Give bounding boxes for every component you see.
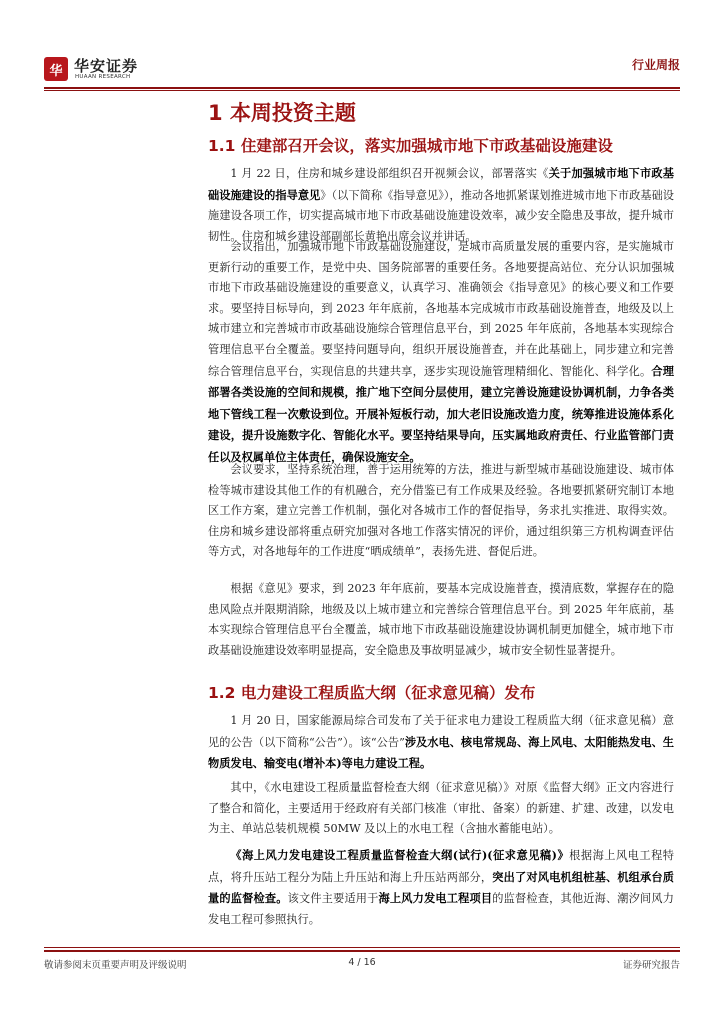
section-heading-1-2: 1.2 电力建设工程质监大纲（征求意见稿）发布 bbox=[208, 684, 536, 702]
logo-icon: 华 bbox=[44, 57, 68, 81]
body-text: 根据《意见》要求，到 2023 年年底前，要基本完成设施普查，摸清底数，掌握存在的隐患风险点并限期消除，地级及以上城市建立和完善综合管理信息平台。到 2025 年年底前，基本实现综合管理信息平台全覆盖，城市地下市政基础设施建设协调机制更加健全，城市地下市政基础设施建设效率明显提高，安全隐患及事故明显减少，城市安全韧性显著提升。 bbox=[208, 582, 674, 657]
page-number: 4 / 16 bbox=[348, 957, 376, 968]
page-footer bbox=[44, 957, 680, 973]
paragraph-1-2-1 bbox=[208, 711, 674, 775]
footer-rule-thin bbox=[44, 947, 680, 948]
paragraph-1-1-4 bbox=[208, 579, 674, 661]
emphasis-text: 突出了对风电机组桩基、机组承台质量的监督检查。 bbox=[208, 869, 674, 906]
footer-disclaimer: 敬请参阅末页重要声明及评级说明 bbox=[44, 960, 187, 971]
body-text: 1 月 20 日，国家能源局综合司发布了关于征求电力建设工程质监大纲（征求意见稿）意见的公告（以下简称“公告”）。该“公告” bbox=[208, 714, 674, 749]
section-heading-1-1: 1.1 住建部召开会议，落实加强城市地下市政基础设施建设 bbox=[208, 137, 613, 155]
emphasis-text: 《海上风力发电建设工程质量监督检查大纲(试行)(征求意见稿)》 bbox=[230, 848, 570, 862]
emphasis-text: 涉及水电、核电常规岛、海上风电、太阳能热发电、生物质发电、输变电(增补本)等电力建设工程。 bbox=[208, 734, 674, 771]
logo-name: 华安证券 bbox=[74, 57, 139, 75]
body-text: 根据海上风电工程特点，将升压站工程分为陆上升压站和海上升压站两部分， bbox=[208, 849, 674, 884]
header-rule bbox=[44, 87, 680, 89]
paragraph-1-2-2 bbox=[208, 778, 674, 840]
paragraph-1-1-2 bbox=[208, 237, 674, 469]
logo-subtitle: HUAAN RESEARCH bbox=[75, 74, 131, 80]
body-text: 1 月 22 日，住房和城乡建设部组织召开视频会议，部署落实《 bbox=[230, 167, 549, 180]
body-text: 其中，《水电建设工程质量监督检查大纲（征求意见稿）》对原《监督大纲》正文内容进行了整合和简化，主要适用于经政府有关部门核准（审批、备案）的新建、扩建、改建，以发电为主、单站总装机规模 50MW 及以上的水电工程（含抽水蓄能电站）。 bbox=[208, 781, 674, 836]
paragraph-1-1-3 bbox=[208, 460, 674, 563]
emphasis-text: 关于加强城市地下市政基础设施建设的指导意见 bbox=[208, 166, 674, 202]
paragraph-1-2-3 bbox=[208, 845, 674, 930]
footer-rule bbox=[44, 950, 680, 952]
body-text: 该文件主要适用于 bbox=[287, 892, 379, 906]
report-type-label: 行业周报 bbox=[631, 58, 680, 72]
footer-doc-type: 证券研究报告 bbox=[622, 960, 680, 971]
body-text: 会议指出，加强城市地下市政基础设施建设，是城市高质量发展的重要内容，是实施城市更新行动的重要工作，是党中央、国务院部署的重要任务。各地要提高站位、充分认识加强城市地下市政基础设施建设的重要意义，认真学习、准确领会《指导意见》的核心要义和工作要求。要坚持目标导向，到 2023 年年底前，各地基本完成城市市政基础设施普查，地级及以上城市建立和完善城市市政基础设施综合管理信息平台，到 2025 年年底前，各地基本实现综合管理信息平台全覆盖。要坚持问题导向，组织开展设施普查，并在此基础上，同步建立和完善综合管理信息平台，实现信息的共建共享，逐步实现设施管理精细化、智能化、科学化。 bbox=[208, 240, 674, 378]
body-text: 》（以下简称《指导意见》），推动各地抓紧谋划推进城市地下市政基础设施建设各项工作，切实提高城市地下市政基础设施建设效率，减少安全隐患及事故，提升城市韧性。住房和城乡建设部副部长黄艳出席会议并讲话。 bbox=[208, 188, 674, 243]
header-rule-thin bbox=[44, 90, 680, 91]
emphasis-text: 合理部署各类设施的空间和规模，推广地下空间分层使用，建立完善设施建设协调机制，力争各类地下管线工程一次敷设到位。开展补短板行动，加大老旧设施改造力度，统筹推进设施体系化建设，提升设施数字化、智能化水平。要坚持结果导向，压实属地政府责任、行业监管部门责任以及权属单位主体责任，确保设施安全。 bbox=[208, 363, 674, 464]
paragraph-1-1-1 bbox=[208, 163, 674, 247]
body-text: 会议要求，坚持系统治理，善于运用统筹的方法，推进与新型城市基础设施建设、城市体检等城市建设其他工作的有机融合，充分借鉴已有工作成果及经验。各地要抓紧研究制订本地区工作方案，建立完善工作机制，强化对各城市工作的督促指导，务求扎实推进、取得实效。住房和城乡建设部将重点研究加强对各地工作落实情况的评价，通过组织第三方机构调查评估等方式，对各地每年的工作进度“晒成绩单”，表扬先进、督促后进。 bbox=[208, 463, 674, 559]
emphasis-text: 海上风力发电工程项目 bbox=[378, 891, 493, 906]
page-header bbox=[44, 52, 680, 88]
body-text: 的监督检查，其他近海、潮汐间风力发电工程可参照执行。 bbox=[208, 892, 674, 926]
section-heading-1: 1 本周投资主题 bbox=[208, 101, 356, 125]
